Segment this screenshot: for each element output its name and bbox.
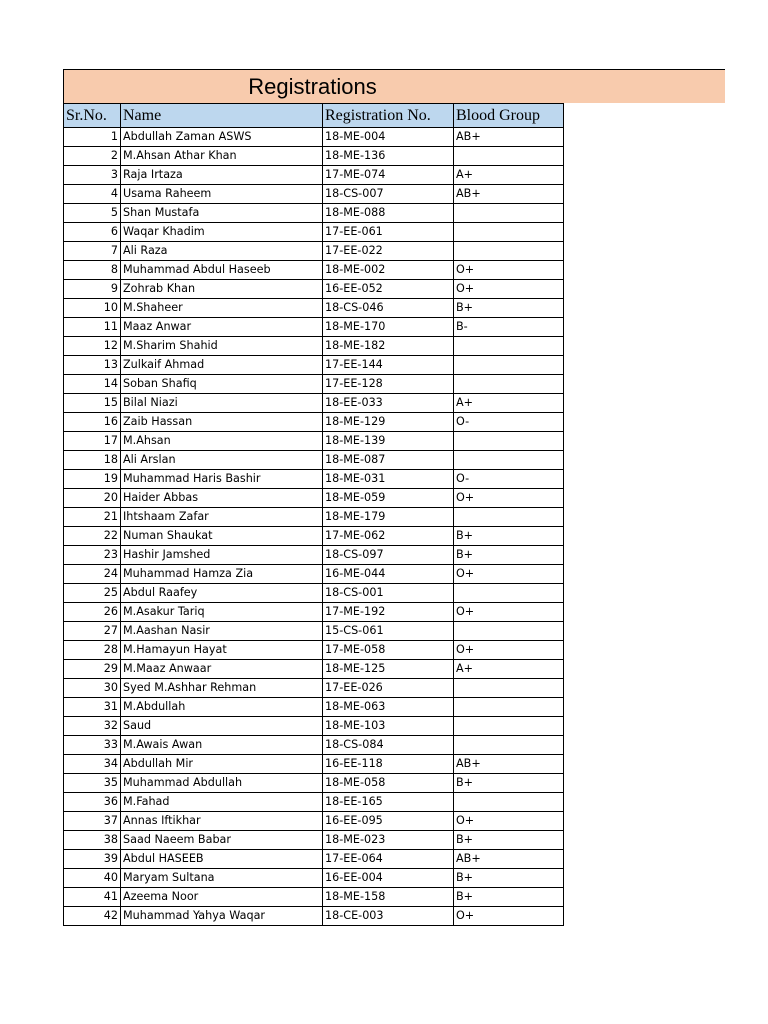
table-row: [64, 185, 564, 204]
table-row: [64, 774, 564, 793]
table-row: [64, 470, 564, 489]
cell-blood-group[interactable]: O+: [454, 489, 564, 508]
cell-blood-group[interactable]: AB+: [454, 185, 564, 204]
cell-registration-no[interactable]: 18-ME-103: [323, 717, 454, 736]
table-row: [64, 508, 564, 527]
cell-name[interactable]: Maryam Sultana: [121, 869, 323, 888]
cell-blood-group[interactable]: B+: [454, 774, 564, 793]
table-row: [64, 546, 564, 565]
cell-blood-group[interactable]: A+: [454, 660, 564, 679]
cell-name[interactable]: Zaib Hassan: [121, 413, 323, 432]
cell-registration-no[interactable]: 18-ME-059: [323, 489, 454, 508]
cell-registration-no[interactable]: 18-CS-084: [323, 736, 454, 755]
cell-sr-no[interactable]: 28: [64, 641, 121, 660]
cell-blood-group[interactable]: AB+: [454, 128, 564, 147]
cell-blood-group[interactable]: O+: [454, 280, 564, 299]
cell-sr-no[interactable]: 12: [64, 337, 121, 356]
cell-registration-no[interactable]: 18-ME-004: [323, 128, 454, 147]
cell-name[interactable]: M.Fahad: [121, 793, 323, 812]
cell-sr-no[interactable]: 34: [64, 755, 121, 774]
cell-blood-group[interactable]: [454, 356, 564, 375]
cell-sr-no[interactable]: 29: [64, 660, 121, 679]
cell-registration-no[interactable]: 16-EE-095: [323, 812, 454, 831]
cell-blood-group[interactable]: O+: [454, 641, 564, 660]
table-row: [64, 375, 564, 394]
cell-name[interactable]: Usama Raheem: [121, 185, 323, 204]
cell-blood-group[interactable]: B+: [454, 546, 564, 565]
cell-blood-group[interactable]: [454, 432, 564, 451]
cell-name[interactable]: Muhammad Haris Bashir: [121, 470, 323, 489]
cell-registration-no[interactable]: 18-ME-031: [323, 470, 454, 489]
cell-name[interactable]: Muhammad Yahya Waqar: [121, 907, 323, 926]
table-row: [64, 242, 564, 261]
cell-name[interactable]: Muhammad Hamza Zia: [121, 565, 323, 584]
cell-registration-no[interactable]: 18-ME-023: [323, 831, 454, 850]
cell-sr-no[interactable]: 14: [64, 375, 121, 394]
cell-sr-no[interactable]: 11: [64, 318, 121, 337]
cell-sr-no[interactable]: 32: [64, 717, 121, 736]
cell-registration-no[interactable]: 16-EE-118: [323, 755, 454, 774]
title-bar: [63, 69, 725, 103]
cell-registration-no[interactable]: 18-ME-002: [323, 261, 454, 280]
table-row: [64, 451, 564, 470]
cell-name[interactable]: M.Ahsan Athar Khan: [121, 147, 323, 166]
cell-blood-group[interactable]: [454, 584, 564, 603]
table-row: [64, 603, 564, 622]
cell-sr-no[interactable]: 22: [64, 527, 121, 546]
cell-registration-no[interactable]: 18-ME-087: [323, 451, 454, 470]
cell-sr-no[interactable]: 16: [64, 413, 121, 432]
cell-name[interactable]: Muhammad Abdullah: [121, 774, 323, 793]
cell-registration-no[interactable]: 17-EE-061: [323, 223, 454, 242]
cell-sr-no[interactable]: 35: [64, 774, 121, 793]
cell-sr-no[interactable]: 19: [64, 470, 121, 489]
table-row: [64, 413, 564, 432]
table-row: [64, 888, 564, 907]
cell-name[interactable]: Abdullah Mir: [121, 755, 323, 774]
cell-registration-no[interactable]: 17-ME-192: [323, 603, 454, 622]
cell-name[interactable]: M.Abdullah: [121, 698, 323, 717]
table-header: [64, 104, 564, 128]
table-row: [64, 527, 564, 546]
cell-blood-group[interactable]: [454, 204, 564, 223]
cell-blood-group[interactable]: A+: [454, 166, 564, 185]
cell-sr-no[interactable]: 5: [64, 204, 121, 223]
cell-registration-no[interactable]: 18-ME-088: [323, 204, 454, 223]
cell-registration-no[interactable]: 17-ME-062: [323, 527, 454, 546]
cell-registration-no[interactable]: 18-ME-179: [323, 508, 454, 527]
cell-blood-group[interactable]: [454, 793, 564, 812]
cell-name[interactable]: Saud: [121, 717, 323, 736]
cell-sr-no[interactable]: 30: [64, 679, 121, 698]
cell-sr-no[interactable]: 21: [64, 508, 121, 527]
cell-registration-no[interactable]: 17-EE-026: [323, 679, 454, 698]
cell-sr-no[interactable]: 36: [64, 793, 121, 812]
cell-blood-group[interactable]: AB+: [454, 755, 564, 774]
table-row: [64, 584, 564, 603]
table-row: [64, 717, 564, 736]
cell-sr-no[interactable]: 20: [64, 489, 121, 508]
cell-name[interactable]: Annas Iftikhar: [121, 812, 323, 831]
cell-name[interactable]: Abdul Raafey: [121, 584, 323, 603]
cell-blood-group[interactable]: [454, 223, 564, 242]
cell-registration-no[interactable]: 18-ME-170: [323, 318, 454, 337]
cell-registration-no[interactable]: 18-EE-033: [323, 394, 454, 413]
table-row: [64, 565, 564, 584]
cell-sr-no[interactable]: 25: [64, 584, 121, 603]
cell-blood-group[interactable]: [454, 736, 564, 755]
cell-blood-group[interactable]: O+: [454, 261, 564, 280]
cell-blood-group[interactable]: [454, 717, 564, 736]
cell-sr-no[interactable]: 10: [64, 299, 121, 318]
table-row: [64, 907, 564, 926]
table-row: [64, 679, 564, 698]
table-row: [64, 755, 564, 774]
header-row: [64, 104, 564, 128]
cell-sr-no[interactable]: 15: [64, 394, 121, 413]
cell-registration-no[interactable]: 17-EE-128: [323, 375, 454, 394]
cell-registration-no[interactable]: 18-CS-046: [323, 299, 454, 318]
cell-blood-group[interactable]: [454, 147, 564, 166]
cell-registration-no[interactable]: 18-CS-097: [323, 546, 454, 565]
cell-name[interactable]: Hashir Jamshed: [121, 546, 323, 565]
cell-name[interactable]: M.Aashan Nasir: [121, 622, 323, 641]
cell-name[interactable]: Syed M.Ashhar Rehman: [121, 679, 323, 698]
cell-blood-group[interactable]: B+: [454, 888, 564, 907]
cell-registration-no[interactable]: 16-EE-052: [323, 280, 454, 299]
sheet-title: Registrations: [248, 74, 377, 99]
cell-registration-no[interactable]: 16-EE-004: [323, 869, 454, 888]
cell-registration-no[interactable]: 18-ME-063: [323, 698, 454, 717]
table-row: [64, 337, 564, 356]
cell-name[interactable]: Maaz Anwar: [121, 318, 323, 337]
cell-name[interactable]: Abdul HASEEB: [121, 850, 323, 869]
cell-registration-no[interactable]: 17-EE-064: [323, 850, 454, 869]
header-sr-no: Sr.No.: [64, 104, 121, 128]
cell-registration-no[interactable]: 17-EE-144: [323, 356, 454, 375]
cell-name[interactable]: M.Shaheer: [121, 299, 323, 318]
cell-blood-group[interactable]: O+: [454, 565, 564, 584]
table-row: [64, 318, 564, 337]
cell-sr-no[interactable]: 3: [64, 166, 121, 185]
registrations-table: [63, 103, 564, 926]
cell-sr-no[interactable]: 2: [64, 147, 121, 166]
cell-registration-no[interactable]: 18-ME-125: [323, 660, 454, 679]
table-row: [64, 280, 564, 299]
cell-registration-no[interactable]: 15-CS-061: [323, 622, 454, 641]
cell-sr-no[interactable]: 39: [64, 850, 121, 869]
table-row: [64, 261, 564, 280]
cell-blood-group[interactable]: [454, 508, 564, 527]
cell-sr-no[interactable]: 33: [64, 736, 121, 755]
table-row: [64, 432, 564, 451]
cell-name[interactable]: Ali Arslan: [121, 451, 323, 470]
cell-blood-group[interactable]: O+: [454, 907, 564, 926]
cell-sr-no[interactable]: 1: [64, 128, 121, 147]
cell-sr-no[interactable]: 37: [64, 812, 121, 831]
table-row: [64, 299, 564, 318]
cell-sr-no[interactable]: 38: [64, 831, 121, 850]
cell-name[interactable]: Azeema Noor: [121, 888, 323, 907]
cell-registration-no[interactable]: 18-CE-003: [323, 907, 454, 926]
table-row: [64, 394, 564, 413]
cell-name[interactable]: M.Asakur Tariq: [121, 603, 323, 622]
cell-registration-no[interactable]: 18-CS-001: [323, 584, 454, 603]
cell-name[interactable]: Bilal Niazi: [121, 394, 323, 413]
cell-sr-no[interactable]: 41: [64, 888, 121, 907]
table-row: [64, 356, 564, 375]
cell-sr-no[interactable]: 13: [64, 356, 121, 375]
cell-registration-no[interactable]: 18-ME-129: [323, 413, 454, 432]
cell-blood-group[interactable]: B+: [454, 869, 564, 888]
table-row: [64, 736, 564, 755]
table-row: [64, 660, 564, 679]
cell-blood-group[interactable]: [454, 679, 564, 698]
cell-name[interactable]: Numan Shaukat: [121, 527, 323, 546]
cell-name[interactable]: M.Maaz Anwaar: [121, 660, 323, 679]
table-row: [64, 147, 564, 166]
table-row: [64, 641, 564, 660]
cell-sr-no[interactable]: 17: [64, 432, 121, 451]
table-row: [64, 793, 564, 812]
cell-blood-group[interactable]: O+: [454, 812, 564, 831]
cell-blood-group[interactable]: B-: [454, 318, 564, 337]
cell-name[interactable]: Saad Naeem Babar: [121, 831, 323, 850]
cell-blood-group[interactable]: [454, 451, 564, 470]
cell-name[interactable]: Shan Mustafa: [121, 204, 323, 223]
cell-registration-no[interactable]: 18-ME-058: [323, 774, 454, 793]
cell-sr-no[interactable]: 6: [64, 223, 121, 242]
cell-sr-no[interactable]: 42: [64, 907, 121, 926]
cell-blood-group[interactable]: B+: [454, 527, 564, 546]
header-name: Name: [121, 104, 323, 128]
cell-registration-no[interactable]: 18-ME-158: [323, 888, 454, 907]
cell-blood-group[interactable]: O-: [454, 413, 564, 432]
cell-sr-no[interactable]: 26: [64, 603, 121, 622]
cell-name[interactable]: Zulkaif Ahmad: [121, 356, 323, 375]
table-row: [64, 869, 564, 888]
cell-sr-no[interactable]: 31: [64, 698, 121, 717]
cell-blood-group[interactable]: B+: [454, 831, 564, 850]
cell-sr-no[interactable]: 24: [64, 565, 121, 584]
cell-blood-group[interactable]: [454, 622, 564, 641]
cell-name[interactable]: Abdullah Zaman ASWS: [121, 128, 323, 147]
table-row: [64, 812, 564, 831]
cell-name[interactable]: M.Hamayun Hayat: [121, 641, 323, 660]
cell-registration-no[interactable]: 18-EE-165: [323, 793, 454, 812]
cell-name[interactable]: Soban Shafiq: [121, 375, 323, 394]
table-body: [64, 128, 564, 926]
cell-name[interactable]: Muhammad Abdul Haseeb: [121, 261, 323, 280]
cell-blood-group[interactable]: B+: [454, 299, 564, 318]
cell-sr-no[interactable]: 18: [64, 451, 121, 470]
header-blood-group: Blood Group: [454, 104, 564, 128]
cell-registration-no[interactable]: 18-CS-007: [323, 185, 454, 204]
cell-blood-group[interactable]: [454, 337, 564, 356]
cell-blood-group[interactable]: [454, 242, 564, 261]
cell-blood-group[interactable]: A+: [454, 394, 564, 413]
cell-sr-no[interactable]: 8: [64, 261, 121, 280]
cell-sr-no[interactable]: 27: [64, 622, 121, 641]
cell-blood-group[interactable]: [454, 375, 564, 394]
table-row: [64, 223, 564, 242]
table-row: [64, 850, 564, 869]
cell-name[interactable]: Ali Raza: [121, 242, 323, 261]
cell-sr-no[interactable]: 4: [64, 185, 121, 204]
cell-name[interactable]: Zohrab Khan: [121, 280, 323, 299]
cell-sr-no[interactable]: 40: [64, 869, 121, 888]
cell-registration-no[interactable]: 18-ME-139: [323, 432, 454, 451]
cell-registration-no[interactable]: 17-ME-058: [323, 641, 454, 660]
cell-blood-group[interactable]: O+: [454, 603, 564, 622]
table-row: [64, 204, 564, 223]
cell-registration-no[interactable]: 18-ME-182: [323, 337, 454, 356]
cell-blood-group[interactable]: [454, 698, 564, 717]
cell-blood-group[interactable]: AB+: [454, 850, 564, 869]
table-row: [64, 831, 564, 850]
cell-name[interactable]: M.Awais Awan: [121, 736, 323, 755]
table-row: [64, 489, 564, 508]
cell-registration-no[interactable]: 16-ME-044: [323, 565, 454, 584]
table-row: [64, 128, 564, 147]
cell-name[interactable]: Waqar Khadim: [121, 223, 323, 242]
cell-name[interactable]: Raja Irtaza: [121, 166, 323, 185]
table-row: [64, 698, 564, 717]
cell-sr-no[interactable]: 23: [64, 546, 121, 565]
header-registration-no: Registration No.: [323, 104, 454, 128]
cell-registration-no[interactable]: 17-ME-074: [323, 166, 454, 185]
cell-name[interactable]: Haider Abbas: [121, 489, 323, 508]
cell-registration-no[interactable]: 18-ME-136: [323, 147, 454, 166]
cell-sr-no[interactable]: 7: [64, 242, 121, 261]
cell-sr-no[interactable]: 9: [64, 280, 121, 299]
cell-name[interactable]: M.Sharim Shahid: [121, 337, 323, 356]
cell-name[interactable]: Ihtshaam Zafar: [121, 508, 323, 527]
cell-blood-group[interactable]: O-: [454, 470, 564, 489]
cell-registration-no[interactable]: 17-EE-022: [323, 242, 454, 261]
table-row: [64, 622, 564, 641]
table-row: [64, 166, 564, 185]
cell-name[interactable]: M.Ahsan: [121, 432, 323, 451]
